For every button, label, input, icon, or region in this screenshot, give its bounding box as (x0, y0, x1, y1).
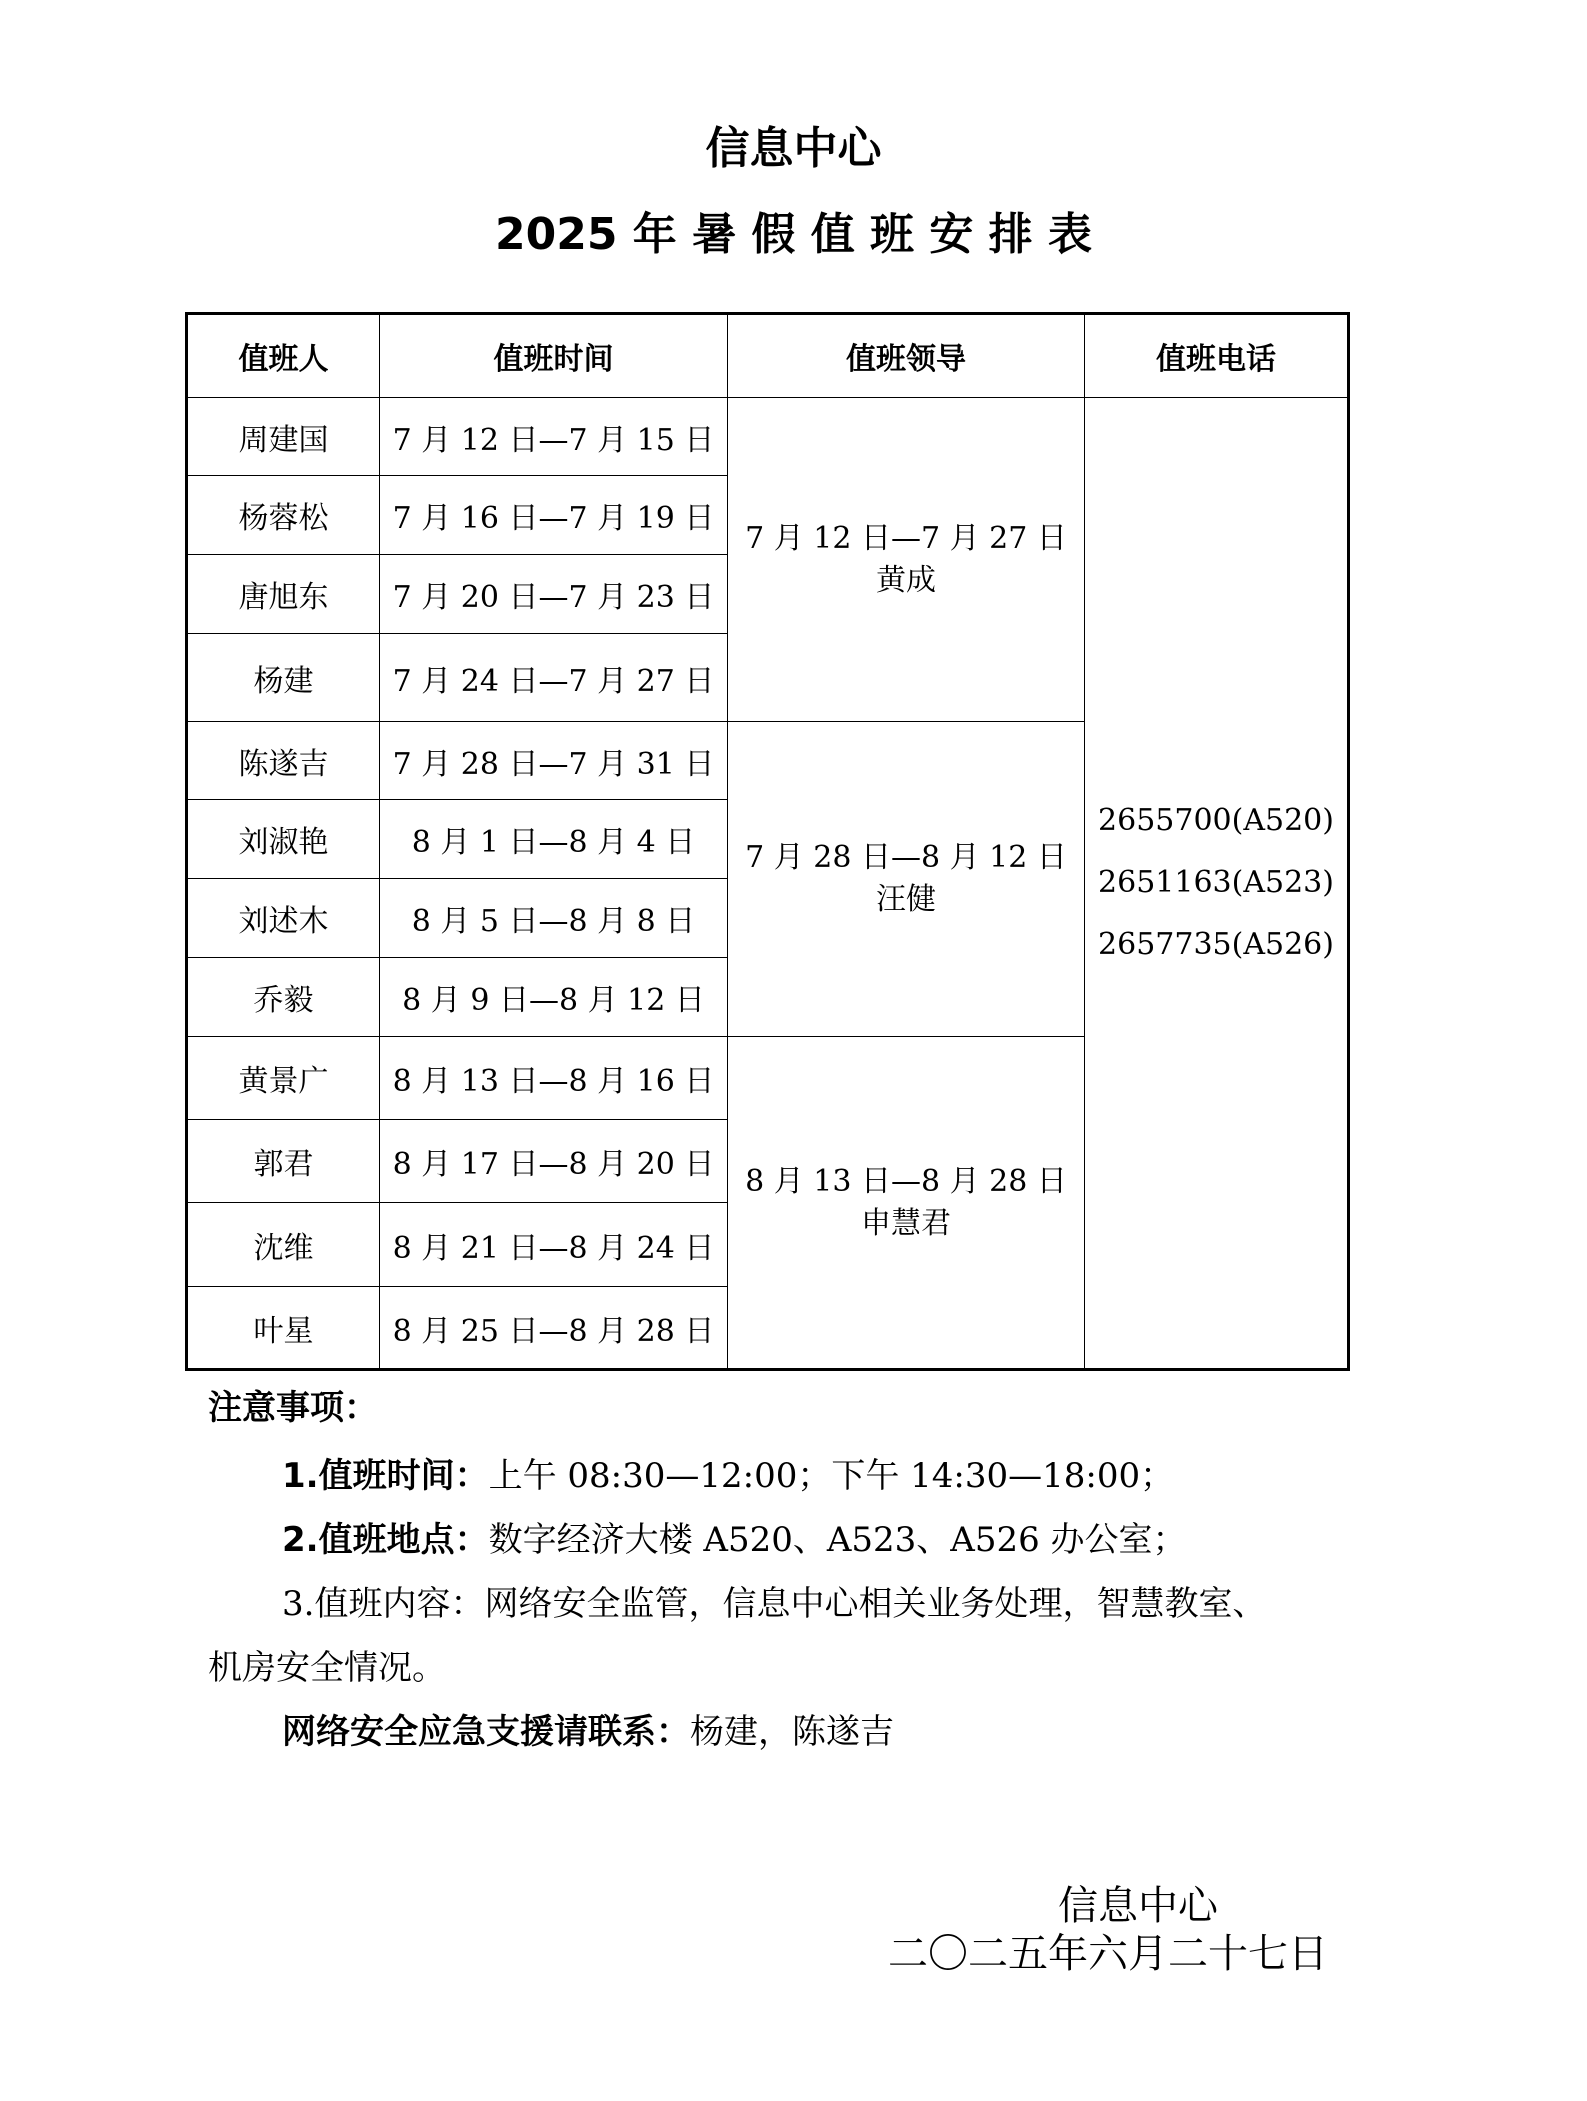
time-cell: 7 月 28 日—7 月 31 日 (380, 722, 728, 800)
time-cell: 8 月 17 日—8 月 20 日 (380, 1120, 728, 1203)
leader-period: 7 月 28 日—8 月 12 日 (745, 840, 1067, 875)
phone-number: 2655700(A520) (1098, 803, 1334, 838)
time-cell: 7 月 12 日—7 月 15 日 (380, 398, 728, 476)
header-leader: 值班领导 (728, 314, 1085, 398)
note-duty-content-line2: 机房安全情况。 (208, 1648, 446, 1688)
time-cell: 7 月 16 日—7 月 19 日 (380, 476, 728, 555)
leader-cell (728, 722, 1085, 1037)
note-duty-time (282, 1448, 1174, 1497)
phone-number: 2651163(A523) (1098, 865, 1334, 900)
signature-org: 信息中心 (1058, 1883, 1218, 1929)
duty-schedule-table (185, 312, 1350, 1371)
person-cell: 刘述木 (187, 879, 380, 958)
phone-cell (1085, 398, 1349, 1370)
person-cell: 叶星 (187, 1287, 380, 1370)
header-person: 值班人 (187, 314, 380, 398)
note-duty-location (282, 1512, 1187, 1561)
leader-name: 汪健 (876, 882, 936, 917)
time-cell: 8 月 21 日—8 月 24 日 (380, 1203, 728, 1287)
leader-cell (728, 398, 1085, 722)
header-phone: 值班电话 (1085, 314, 1349, 398)
leader-period: 8 月 13 日—8 月 28 日 (745, 1163, 1067, 1199)
note-text: 杨建，陈遂吉 (690, 1712, 894, 1752)
note-duty-content-line1: 3.值班内容：网络安全监管，信息中心相关业务处理，智慧教室、 (282, 1584, 1267, 1624)
document-title: 2025 年 暑 假 值 班 安 排 表 (494, 209, 1092, 260)
notes-heading: 注意事项： (208, 1388, 378, 1428)
person-cell: 陈遂吉 (187, 722, 380, 800)
note-label: 网络安全应急支援请联系： (282, 1712, 690, 1752)
person-cell: 刘淑艳 (187, 800, 380, 879)
table-row (187, 398, 1349, 476)
note-label: 1.值班时间： (282, 1456, 489, 1496)
header-time: 值班时间 (380, 314, 728, 398)
table-header-row (187, 314, 1349, 398)
leader-period: 7 月 12 日—7 月 27 日 (745, 520, 1067, 556)
person-cell: 周建国 (187, 398, 380, 476)
time-cell: 8 月 13 日—8 月 16 日 (380, 1037, 728, 1120)
document-org-title: 信息中心 (705, 123, 882, 174)
person-cell: 郭君 (187, 1120, 380, 1203)
leader-cell (728, 1037, 1085, 1370)
time-cell: 8 月 5 日—8 月 8 日 (380, 879, 728, 958)
person-cell: 杨建 (187, 634, 380, 722)
person-cell: 杨蓉松 (187, 476, 380, 555)
leader-name: 黄成 (876, 562, 936, 598)
note-text: 数字经济大楼 A520、A523、A526 办公室； (488, 1520, 1187, 1560)
person-cell: 黄景广 (187, 1037, 380, 1120)
note-label: 2.值班地点： (282, 1520, 489, 1560)
person-cell: 沈维 (187, 1203, 380, 1287)
person-cell: 乔毅 (187, 958, 380, 1037)
leader-name: 申慧君 (861, 1205, 951, 1241)
note-text: 上午 08:30—12:00；下午 14:30—18:00； (488, 1456, 1175, 1496)
time-cell: 7 月 20 日—7 月 23 日 (380, 555, 728, 634)
signature-date: 二〇二五年六月二十七日 (888, 1931, 1328, 1977)
time-cell: 7 月 24 日—7 月 27 日 (380, 634, 728, 722)
time-cell: 8 月 25 日—8 月 28 日 (380, 1287, 728, 1370)
note-emergency-contact (282, 1704, 894, 1753)
phone-number: 2657735(A526) (1098, 927, 1334, 962)
time-cell: 8 月 9 日—8 月 12 日 (380, 958, 728, 1037)
time-cell: 8 月 1 日—8 月 4 日 (380, 800, 728, 879)
person-cell: 唐旭东 (187, 555, 380, 634)
